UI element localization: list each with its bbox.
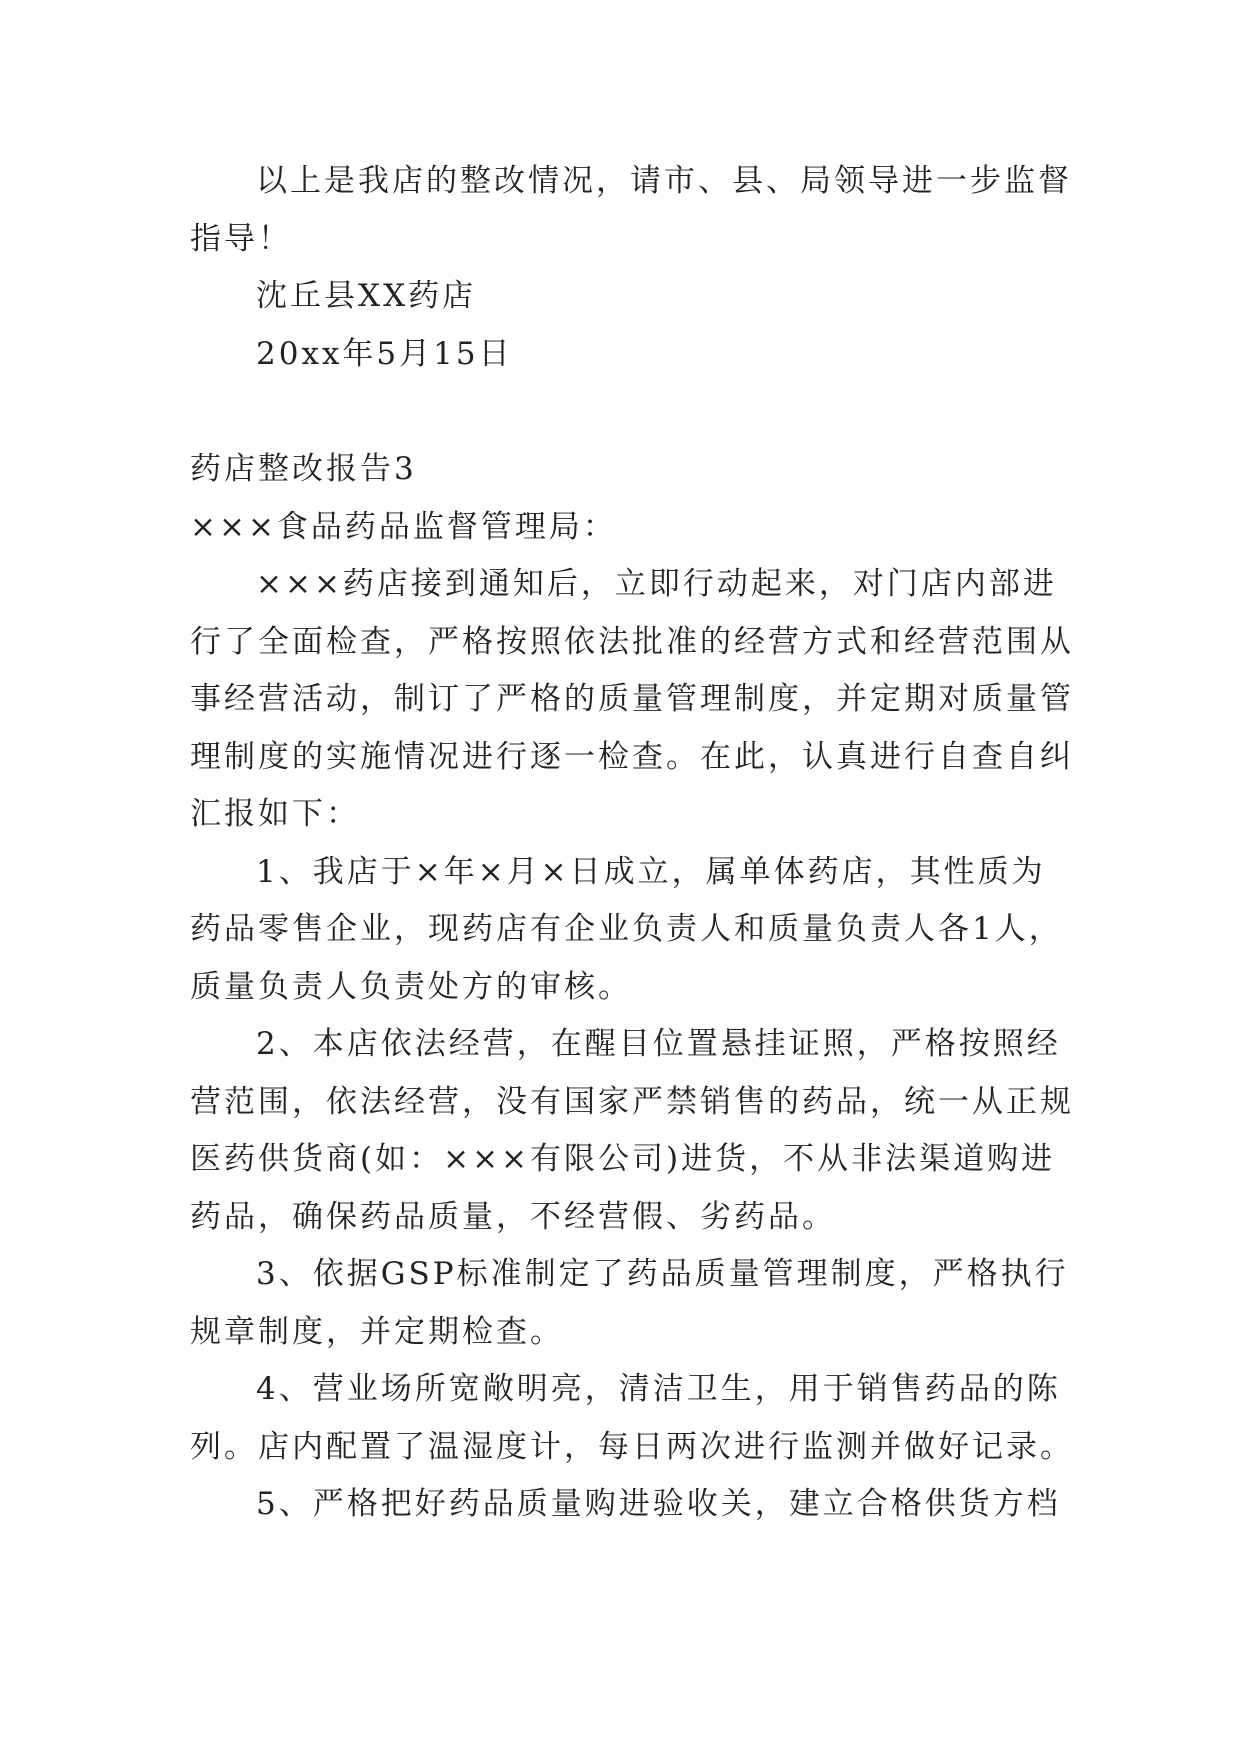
intro-line-4: 理制度的实施情况进行逐一检查。在此，认真进行自查自纠 (190, 738, 1074, 775)
item-2-line-3: 医药供货商(如：×××有限公司)进货，不从非法渠道购进 (190, 1141, 1056, 1177)
intro-line-1: ×××药店接到通知后，立即行动起来，对门店内部进 (256, 566, 1057, 602)
item-4-line-1: 4、营业场所宽敞明亮，清洁卫生，用于销售药品的陈 (256, 1371, 1061, 1407)
closing-paragraph-line-1: 以上是我店的整改情况，请市、县、局领导进一步监督 (256, 163, 1072, 199)
signature: 沈丘县XX药店 (256, 278, 477, 314)
intro-line-5: 汇报如下： (190, 796, 360, 832)
item-3-line-1: 3、依据GSP标准制定了药品质量管理制度，严格执行 (256, 1256, 1069, 1292)
intro-line-2: 行了全面检查，严格按照依法批准的经营方式和经营范围从 (190, 623, 1074, 660)
item-1-line-3: 质量负责人负责处方的审核。 (190, 968, 632, 1005)
report-title: 药店整改报告3 (190, 451, 417, 487)
date: 20xx年5月15日 (256, 335, 513, 372)
item-2-line-4: 药品，确保药品质量，不经营假、劣药品。 (190, 1198, 836, 1235)
item-1-line-2: 药品零售企业，现药店有企业负责人和质量负责人各1人， (190, 911, 1063, 947)
document-body (190, 153, 1074, 1534)
closing-paragraph-line-2: 指导！ (190, 220, 292, 257)
item-1-line-1: 1、我店于×年×月×日成立，属单体药店，其性质为 (256, 853, 1046, 890)
item-3-line-2: 规章制度，并定期检查。 (190, 1313, 564, 1350)
intro-line-3: 事经营活动，制订了严格的质量管理制度，并定期对质量管 (190, 681, 1074, 717)
item-2-line-1: 2、本店依法经营，在醒目位置悬挂证照，严格按照经 (256, 1026, 1061, 1062)
item-5-line-1: 5、严格把好药品质量购进验收关，建立合格供货方档 (256, 1486, 1061, 1522)
item-4-line-2: 列。店内配置了温湿度计，每日两次进行监测并做好记录。 (190, 1428, 1074, 1465)
item-2-line-2: 营范围，依法经营，没有国家严禁销售的药品，统一从正规 (190, 1083, 1074, 1120)
addressee: ×××食品药品监督管理局： (190, 508, 617, 545)
